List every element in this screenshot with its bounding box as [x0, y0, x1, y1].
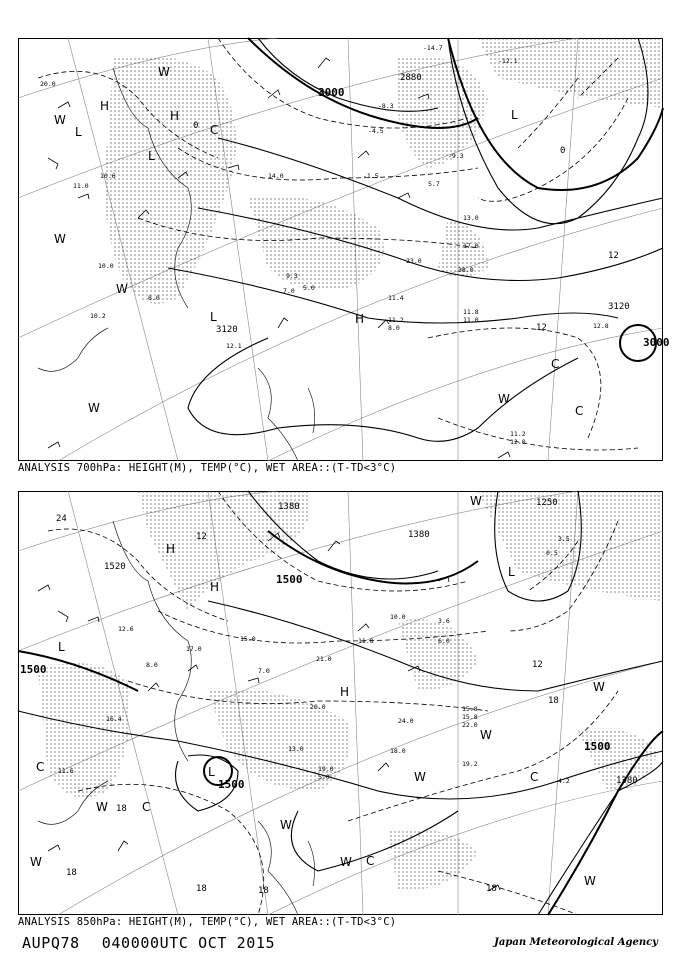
station-value: 11.2	[510, 430, 526, 438]
station-value: 5.0	[318, 773, 330, 781]
contour-label: 24	[56, 514, 67, 524]
low-symbol: L	[58, 640, 65, 654]
station-value: 8.0	[148, 294, 160, 302]
chart-850hpa	[18, 491, 663, 915]
station-value: 7.0	[283, 287, 295, 295]
contour-label: 3000	[318, 86, 345, 99]
station-value: 9.3	[286, 272, 298, 280]
station-value: 11.6	[58, 767, 74, 775]
contour-label: 18	[196, 884, 207, 894]
contour-label: 18	[486, 884, 497, 894]
low-symbol: L	[148, 149, 155, 163]
warm-symbol: W	[498, 392, 510, 406]
warm-symbol: W	[30, 855, 42, 869]
station-value: 11.8	[358, 637, 374, 645]
agency-credit: Japan Meteorological Agency	[494, 937, 658, 948]
station-value: 24.0	[398, 717, 414, 725]
high-symbol: H	[100, 99, 110, 113]
contour-label: 12	[608, 251, 619, 261]
station-value: 12.0	[510, 438, 526, 446]
low-symbol: L	[210, 310, 217, 324]
cold-symbol: C	[551, 357, 560, 371]
high-symbol: H	[355, 312, 365, 326]
station-value: 15.0	[240, 635, 256, 643]
station-value: 3.5	[558, 535, 570, 543]
station-value: 20.0	[40, 80, 56, 88]
station-value: -12.1	[498, 57, 518, 65]
warm-symbol: W	[54, 232, 66, 246]
cold-symbol: C	[210, 123, 219, 137]
station-value: 0.5	[546, 549, 558, 557]
contour-label: 12	[196, 532, 207, 542]
station-value: 11.0	[73, 182, 89, 190]
station-value: 13.0	[463, 214, 479, 222]
low-symbol: L	[75, 125, 82, 139]
contour-label: 1250	[536, 498, 558, 508]
station-value: 19.0	[318, 765, 334, 773]
station-value: 12.6	[118, 625, 134, 633]
valid-time: 040000UTC OCT 2015	[101, 934, 276, 952]
contour-label: 18	[548, 696, 559, 706]
cold-symbol: C	[530, 770, 539, 784]
warm-symbol: W	[470, 494, 482, 508]
contour-label: 18	[258, 886, 269, 896]
station-value: 11.4	[388, 294, 404, 302]
station-value: 10.2	[90, 312, 106, 320]
high-symbol: H	[210, 580, 220, 594]
warm-symbol: W	[593, 680, 605, 694]
station-value: 7.0	[258, 667, 270, 675]
contour-label: 0	[560, 146, 566, 156]
contour-label: 3120	[216, 325, 238, 335]
station-value: 19.2	[462, 760, 478, 768]
contour-label: 12	[532, 660, 543, 670]
station-value: 10.0	[390, 613, 406, 621]
station-value: 8.0	[146, 661, 158, 669]
station-value: 12.8	[593, 322, 609, 330]
station-value: 12.1	[226, 342, 242, 350]
warm-symbol: W	[340, 855, 352, 869]
station-value: 4.2	[558, 777, 570, 785]
warm-symbol: W	[54, 113, 66, 127]
warm-symbol: W	[414, 770, 426, 784]
station-value: 11.2	[388, 316, 404, 324]
station-value: 5.7	[428, 180, 440, 188]
contour-label: 1380	[616, 776, 638, 786]
contour-label: 1380	[278, 502, 300, 512]
station-value: 20.0	[310, 703, 326, 711]
high-symbol: H	[170, 109, 180, 123]
station-value: -9.3	[448, 152, 464, 160]
cold-symbol: C	[36, 760, 45, 774]
cold-symbol: C	[366, 854, 375, 868]
low-symbol: L	[511, 108, 518, 122]
contour-label: 3120	[608, 302, 630, 312]
station-value: -14.7	[423, 44, 443, 52]
station-value: 10.6	[100, 172, 116, 180]
station-value: 15.8	[462, 713, 478, 721]
map-850hpa	[18, 491, 663, 915]
low-symbol: L	[508, 565, 515, 579]
station-value: 15.8	[462, 705, 478, 713]
caption-700hpa: ANALYSIS 700hPa: HEIGHT(M), TEMP(°C), WET AREA::(T-TD<3°C)	[18, 462, 397, 474]
station-value: 13.0	[288, 745, 304, 753]
station-value: -1.5	[363, 172, 379, 180]
contour-label: 3000	[643, 336, 670, 349]
station-value: 11.8	[463, 308, 479, 316]
station-value: 21.0	[316, 655, 332, 663]
chart-code: AUPQ78	[22, 934, 80, 952]
cold-symbol: C	[575, 404, 584, 418]
contour-label: 1500	[218, 778, 245, 791]
cold-symbol: C	[142, 800, 151, 814]
station-value: -4.5	[368, 127, 384, 135]
low-symbol: L	[208, 765, 215, 779]
contour-label: 1500	[20, 663, 47, 676]
contour-label: 12	[536, 323, 547, 333]
warm-symbol: W	[280, 818, 292, 832]
station-value: 5.0	[303, 284, 315, 292]
station-value: 10.0	[98, 262, 114, 270]
station-value: 22.0	[462, 721, 478, 729]
station-value: 17.0	[463, 242, 479, 250]
station-value: 23.0	[406, 257, 422, 265]
contour-label: 1500	[276, 573, 303, 586]
contour-label: 2880	[400, 73, 422, 83]
station-value: 16.4	[106, 715, 122, 723]
chart-identifier	[22, 934, 297, 952]
warm-symbol: W	[96, 800, 108, 814]
station-value: 14.0	[268, 172, 284, 180]
map-700hpa	[18, 38, 670, 461]
contour-label: 18	[116, 804, 127, 814]
caption-850hpa: ANALYSIS 850hPa: HEIGHT(M), TEMP(°C), WET AREA::(T-TD<3°C)	[18, 916, 397, 928]
station-value: 17.0	[186, 645, 202, 653]
station-value: 8.0	[388, 324, 400, 332]
station-value: -8.3	[378, 102, 394, 110]
warm-symbol: W	[88, 401, 100, 415]
chart-700hpa	[18, 38, 670, 461]
contour-label: 1520	[104, 562, 126, 572]
contour-label: 1500	[584, 740, 611, 753]
station-value: 18.0	[390, 747, 406, 755]
station-value: 11.0	[463, 316, 479, 324]
contour-label: 18	[66, 868, 77, 878]
warm-symbol: W	[584, 874, 596, 888]
high-symbol: H	[166, 542, 176, 556]
warm-symbol: W	[158, 65, 170, 79]
contour-label: 1380	[408, 530, 430, 540]
high-symbol: H	[340, 685, 350, 699]
station-value: 3.6	[438, 617, 450, 625]
station-value: 38.0	[458, 266, 474, 274]
station-value: 6.0	[438, 637, 450, 645]
contour-label: 0	[193, 121, 199, 131]
warm-symbol: W	[480, 728, 492, 742]
warm-symbol: W	[116, 282, 128, 296]
